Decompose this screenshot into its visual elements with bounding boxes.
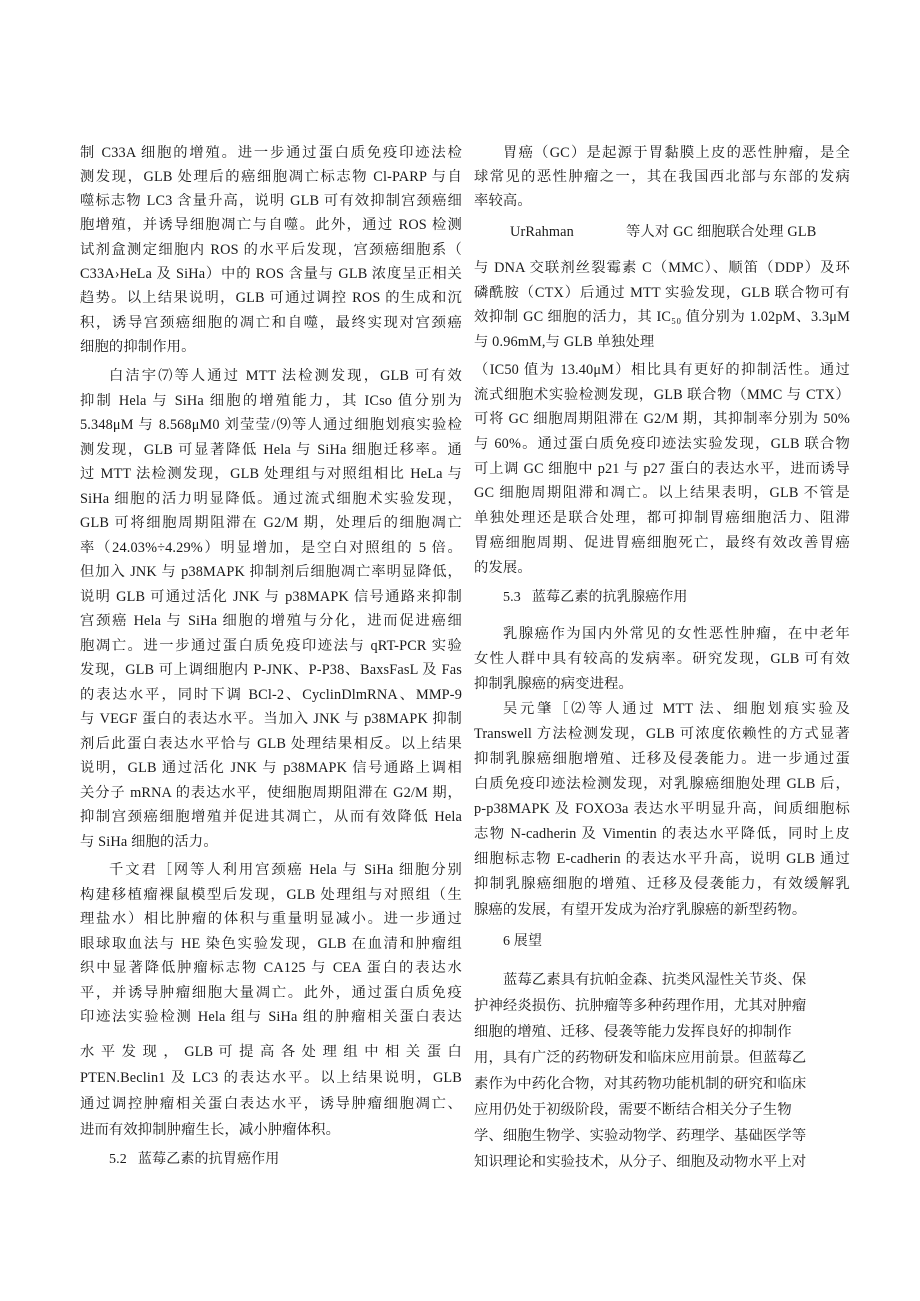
text-line: 5.348μM 与 8.568μM0 刘莹莹/⑼等人通过细胞划痕实验检 <box>80 417 462 433</box>
text-line: 抑制宫颈癌细胞增殖并促进其凋亡，从而有效降低 Hela <box>80 809 462 825</box>
text-line: 胞凋亡。进一步通过蛋白质免疫印迹法与 qRT-PCR 实验 <box>80 638 462 654</box>
text-line: 关分子 mRNA 的表达水平，使细胞周期阻滞在 G2/M 期， <box>80 785 462 801</box>
text-line: 乳腺癌作为国内外常见的女性恶性肿瘤，在中老年 <box>503 626 850 642</box>
text-line: 胃癌（GC）是起源于胃黏膜上皮的恶性肿瘤，是全 <box>503 145 850 161</box>
text-line: 水 平 发 现 ， GLB 可 提 高 各 处 理 组 中 相 关 蛋 白 <box>80 1044 462 1060</box>
text-line: 抑制乳腺癌细胞增殖、迁移及侵袭能力。进一步通过蛋 <box>474 751 850 767</box>
text-line: 剂后此蛋白表达水平恰与 GLB 处理结果相反。以上结果 <box>80 736 462 752</box>
text-line: 积，诱导宫颈癌细胞的凋亡和自噬，最终实现对宫颈癌 <box>80 315 462 331</box>
text-fragment: 等人对 GC 细胞联合处理 GLB <box>626 224 817 240</box>
text-line: 白质免疫印迹法检测发现，对乳腺癌细胞处理 GLB 后， <box>474 776 850 792</box>
text-line: 可上调 GC 细胞中 p21 与 p27 蛋白的表达水平，进而诱导 <box>474 461 850 477</box>
text-line: 的发展。 <box>474 560 532 576</box>
text-line: 理盐水）相比肿瘤的体积与重量明显减小。进一步通过 <box>80 911 462 927</box>
text-line: 的表达水平，同时下调 BCl-2、CyclinDlmRNA、MMP-9 <box>80 687 462 703</box>
text-line: SiHa 细胞的活力明显降低。通过流式细胞术实验发现， <box>80 491 462 507</box>
text-line: 宫颈癌 Hela 与 SiHa 细胞的增殖与分化，进而促进癌细 <box>80 613 462 629</box>
text-line: 单独处理还是联合处理，都可抑制胃癌细胞活力、阻滞 <box>474 510 850 526</box>
text-line: Transwell 方法检测发现，GLB 可浓度依赖性的方式显著 <box>474 726 850 742</box>
text-line: （IC50 值为 13.40μM）相比具有更好的抑制活性。通过 <box>474 362 850 378</box>
text-line: 进而有效抑制肿瘤生长，减小肿瘤体积。 <box>80 1122 341 1138</box>
section-heading-5-2: 5.2 蓝莓乙素的抗胃癌作用 <box>109 1152 280 1167</box>
text-line: 与 60%。通过蛋白质免疫印迹法实验发现，GLB 联合物 <box>474 436 850 452</box>
text-line: 护神经炎损伤、抗肿瘤等多种药理作用，尤其对肿瘤 <box>474 998 807 1014</box>
text-line: 细胞标志物 E-cadherin 的表达水平升高，说明 GLB 通过 <box>474 851 850 867</box>
text-line: 流式细胞术实验检测发现，GLB 联合物（MMC 与 CTX） <box>474 387 850 403</box>
text-line: 构建移植瘤裸鼠模型后发现，GLB 处理组与对照组（生 <box>80 887 462 903</box>
text-line: PTEN.Beclin1 及 LC3 的表达水平。以上结果说明，GLB <box>80 1070 462 1086</box>
text-line: 细胞的抑制作用。 <box>80 339 196 355</box>
section-heading-6: 6 展望 <box>503 934 543 949</box>
text-line: 效抑制 GC 细胞的活力，其 IC₅₀ 值分别为 1.02pM、3.3μM <box>474 309 850 325</box>
text-line: 抑制乳腺癌的病变进程。 <box>474 676 633 692</box>
text-line: 学、细胞生物学、实验动物学、药理学、基础医学等 <box>474 1128 807 1144</box>
text-line: 应用仍处于初级阶段，需要不断结合相关分子生物 <box>474 1102 792 1118</box>
text-line: GLB 可将细胞周期阻滞在 G2/M 期，处理后的细胞凋亡 <box>80 515 462 531</box>
text-line: 与 VEGF 蛋白的表达水平。当加入 JNK 与 p38MAPK 抑制 <box>80 711 462 727</box>
text-line: 织中显著降低肿瘤标志物 CA125 与 CEA 蛋白的表达水 <box>80 960 462 976</box>
text-line: 胞增殖，并诱导细胞凋亡与自噬。此外，通过 ROS 检测 <box>80 217 462 233</box>
author-name: UrRahman <box>510 224 574 240</box>
text-line: 知识理论和实验技术，从分子、细胞及动物水平上对 <box>474 1154 807 1170</box>
text-line: 发现，GLB 可上调细胞内 P-JNK、P-P38、BaxsFasL 及 Fas <box>80 662 462 678</box>
text-line: C33A›HeLa 及 SiHa）中的 ROS 含量与 GLB 浓度呈正相关 <box>80 266 462 282</box>
text-line: 与 SiHa 细胞的活力。 <box>80 834 218 850</box>
text-line: 吴元肇［⑵等人通过 MTT 法、细胞划痕实验及 <box>503 701 850 717</box>
text-line: 但加入 JNK 与 p38MAPK 抑制剂后细胞凋亡率明显降低， <box>80 564 462 580</box>
text-line: 眼球取血法与 HE 染色实验发现，GLB 在血清和肿瘤组 <box>80 936 462 952</box>
text-line: 可将 GC 细胞周期阻滞在 G2/M 期，其抑制率分别为 50% <box>474 411 850 427</box>
text-line: 蓝莓乙素具有抗帕金森、抗类风湿性关节炎、保 <box>503 972 807 988</box>
text-line: 噬标志物 LC3 含量升高，说明 GLB 可有效抑制宫颈癌细 <box>80 193 462 209</box>
text-line: 测发现，GLB 处理后的癌细胞凋亡标志物 Cl-PARP 与自 <box>80 169 462 185</box>
text-line: 女性人群中具有较高的发病率。研究发现，GLB 可有效 <box>474 651 850 667</box>
text-line: 白洁宇⑺等人通过 MTT 法检测发现，GLB 可有效 <box>109 368 462 384</box>
text-line: 与 0.96mM,与 GLB 单独处理 <box>474 334 655 350</box>
text-line: 磷酰胺（CTX）后通过 MTT 实验发现，GLB 联合物可有 <box>474 285 850 301</box>
text-line: 率（24.03%÷4.29%）明显增加，是空白对照组的 5 倍。 <box>80 540 462 556</box>
text-line: 千文君［网等人利用宫颈癌 Hela 与 SiHa 细胞分别 <box>109 862 462 878</box>
text-line: 志物 N-cadherin 及 Vimentin 的表达水平降低，同时上皮 <box>474 826 850 842</box>
text-line: 胃癌细胞周期、促进胃癌细胞死亡，最终有效改善胃癌 <box>474 535 850 551</box>
text-line: 细胞的增殖、迁移、侵袭等能力发挥良好的抑制作 <box>474 1024 792 1040</box>
text-line: 率较高。 <box>474 193 532 209</box>
text-line: 印迹法实验检测 Hela 组与 SiHa 组的肿瘤相关蛋白表达 <box>80 1009 462 1025</box>
text-line: 抑制乳腺癌细胞的增殖、迁移及侵袭能力，有效缓解乳 <box>474 876 850 892</box>
text-line: 过 MTT 法检测发现，GLB 处理组与对照组相比 HeLa 与 <box>80 466 462 482</box>
text-line: 素作为中药化合物，对其药物功能机制的研究和临床 <box>474 1076 807 1092</box>
text-line: 与 DNA 交联剂丝裂霉素 C（MMC）、顺笛（DDP）及环 <box>474 260 850 276</box>
text-line: 说明 GLB 可通过活化 JNK 与 p38MAPK 信号通路来抑制 <box>80 589 462 605</box>
text-line: 说明，GLB 通过活化 JNK 与 p38MAPK 信号通路上调相 <box>80 760 462 776</box>
urrahman-line <box>474 222 850 242</box>
text-line: 趋势。以上结果说明，GLB 可通过调控 ROS 的生成和沉 <box>80 290 462 306</box>
text-line: 球常见的恶性肿瘤之一，其在我国西北部与东部的发病 <box>474 169 850 185</box>
text-line: 平，并诱导肿瘤细胞大量凋亡。此外，通过蛋白质免疫 <box>80 985 462 1001</box>
text-line: 通过调控肿瘤相关蛋白表达水平，诱导肿瘤细胞凋亡、 <box>80 1096 462 1112</box>
text-line: 抑制 Hela 与 SiHa 细胞的增殖能力，其 ICso 值分别为 <box>80 393 462 409</box>
text-line: p-p38MAPK 及 FOXO3a 表达水平明显升高，间质细胞标 <box>474 801 850 817</box>
section-heading-5-3: 5.3 蓝莓乙素的抗乳腺癌作用 <box>503 590 688 605</box>
text-line: GC 细胞周期阻滞和凋亡。以上结果表明，GLB 不管是 <box>474 485 850 501</box>
text-line: 腺癌的发展，有望开发成为治疗乳腺癌的新型药物。 <box>474 902 807 918</box>
text-line: 用，具有广泛的药物研发和临床应用前景。但蓝莓乙 <box>474 1050 807 1066</box>
text-line: 制 C33A 细胞的增殖。进一步通过蛋白质免疫印迹法检 <box>80 145 462 161</box>
text-line: 测发现，GLB 可显著降低 Hela 与 SiHa 细胞迁移率。通 <box>80 442 462 458</box>
text-line: 试剂盒测定细胞内 ROS 的水平后发现，宫颈癌细胞系（ <box>80 242 462 258</box>
